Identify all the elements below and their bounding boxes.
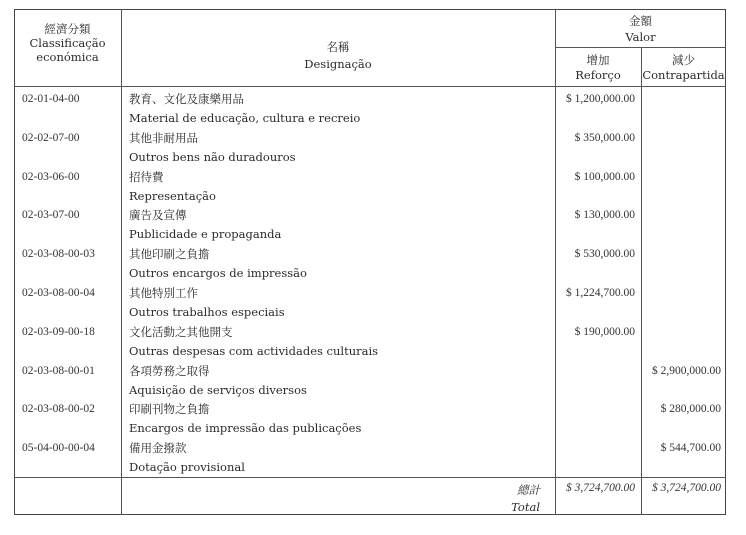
header-designation-pt: Designação [304,57,372,71]
row-code: 02-01-04-00 [22,93,80,105]
row-code: 02-03-06-00 [22,170,80,183]
row-contrapartida: $ 544,700.00 [660,442,721,455]
row-designation-pt: Outras despesas com actividades culturais [129,343,379,358]
header-designation [121,39,555,73]
row-designation-pt: Publicidade e propaganda [129,227,282,242]
row-reforco: $ 1,200,000.00 [566,93,635,105]
row-reforco: $ 190,000.00 [574,325,635,338]
header-contrapartida [641,53,726,83]
row-code: 02-03-08-00-03 [22,248,95,261]
row-designation-pt: Aquisição de serviços diversos [129,382,307,397]
total-label-pt: Total [511,500,540,514]
header-valor-zh: 金額 [629,14,652,28]
row-designation-zh: 備用金撥款 [129,441,187,456]
row-designation-pt: Material de educação, cultura e recreio [129,111,361,125]
col-divider-2 [555,9,556,515]
header-designation-zh: 名稱 [326,40,350,54]
total-label [400,482,540,516]
header-classification-zh: 經濟分類 [44,22,91,36]
row-code: 02-03-08-00-04 [22,287,95,299]
row-reforco: $ 100,000.00 [574,170,635,183]
row-code: 02-02-07-00 [22,131,80,144]
row-designation-pt: Dotação provisional [129,460,245,475]
header-reforco-zh: 增加 [586,53,610,67]
col-divider-1 [121,9,122,515]
header-contrapartida-pt: Contrapartida [642,68,725,82]
row-designation-zh: 印刷刊物之負擔 [129,402,210,417]
row-designation-zh: 各項勞務之取得 [129,363,210,378]
header-group-divider [555,47,726,48]
row-designation-zh: 招待費 [129,169,164,184]
total-reforco: $ 3,724,700.00 [566,482,635,494]
row-reforco: $ 130,000.00 [574,209,635,222]
row-designation-zh: 其他非耐用品 [129,130,198,145]
row-reforco: $ 530,000.00 [574,248,635,261]
row-designation-zh: 文化活動之其他開支 [129,324,233,339]
row-contrapartida: $ 280,000.00 [660,403,721,416]
header-reforco-pt: Reforço [575,68,621,82]
row-code: 02-03-08-00-01 [22,364,95,377]
total-contrapartida: $ 3,724,700.00 [652,482,721,494]
row-code: 02-03-09-00-18 [22,325,95,338]
row-designation-pt: Outros encargos de impressão [129,266,307,281]
row-designation-zh: 廣告及宣傳 [129,208,187,223]
header-classification-pt2: económica [36,50,99,64]
row-designation-pt: Encargos de impressão das publicações [129,421,362,436]
row-designation-pt: Outros bens não duradouros [129,149,296,164]
header-contrapartida-zh: 減少 [672,53,695,67]
header-reforco [555,53,641,83]
total-top-line [14,477,726,478]
total-label-zh: 總計 [517,483,540,497]
row-code: 05-04-00-00-04 [22,442,95,455]
header-valor-pt: Valor [625,30,656,44]
row-designation-zh: 其他印刷之負擔 [129,247,210,262]
header-valor [555,13,726,45]
header-bottom-line [14,86,726,87]
row-code: 02-03-08-00-02 [22,403,95,416]
row-contrapartida: $ 2,900,000.00 [652,364,721,377]
header-classification [14,22,121,64]
row-designation-zh: 其他特別工作 [129,286,198,300]
row-designation-pt: Representação [129,188,216,203]
row-code: 02-03-07-00 [22,209,80,222]
row-reforco: $ 350,000.00 [574,131,635,144]
header-classification-pt1: Classificação [29,36,106,50]
row-designation-zh: 教育、文化及康樂用品 [129,92,244,106]
row-reforco: $ 1,224,700.00 [566,287,635,299]
row-designation-pt: Outros trabalhos especiais [129,305,285,319]
